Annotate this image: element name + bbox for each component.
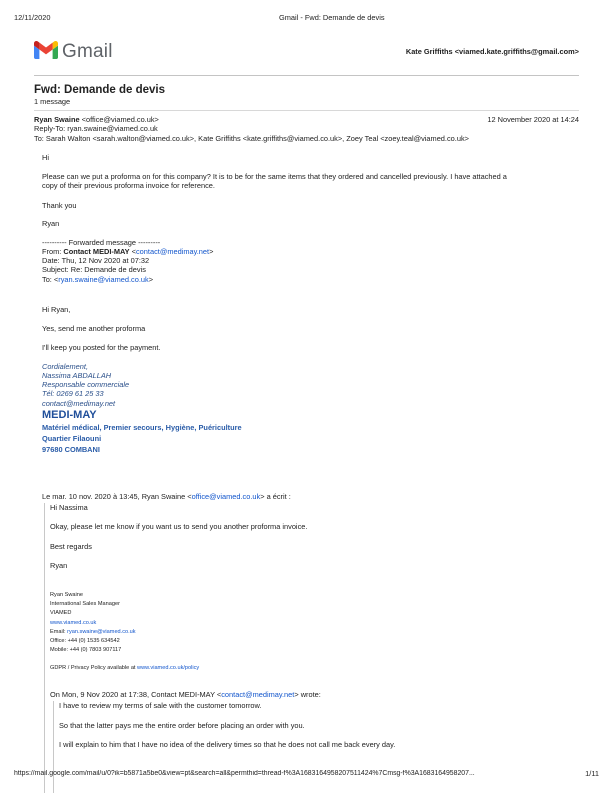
quote1-attribution-post: > a écrit : <box>260 492 291 501</box>
viamed-gdpr <box>50 665 199 672</box>
forward-subject: Subject: Re: Demande de devis <box>42 265 146 274</box>
medimay-greeting: Hi Ryan, <box>42 305 71 314</box>
quote1-line-1: Okay, please let me know if you want us to send you another proforma invoice. <box>50 522 308 531</box>
sig-company: MEDI-MAY <box>42 409 97 421</box>
print-footer-url: https://mail.google.com/mail/u/0?ik=b5871a5be0&view=pt&search=all&permthid=thread-f%3A1683164958207511424%7Cmsg-f%3A1683164958207... <box>14 770 475 777</box>
sig-email-link[interactable]: contact@medimay.net <box>42 399 116 408</box>
quote1-attribution <box>42 493 291 502</box>
sig-company-line-3: 97680 COMBANI <box>42 445 100 454</box>
quote1-email-link[interactable]: office@viamed.co.uk <box>191 492 261 501</box>
viamed-sig-title: International Sales Manager <box>50 601 120 607</box>
sig-company-line-2: Quartier Filaouni <box>42 434 102 443</box>
forward-from-name: Contact MEDI-MAY <box>63 247 130 256</box>
message-timestamp: 12 November 2020 at 14:24 <box>487 115 579 124</box>
forward-from-label: From: <box>42 247 64 256</box>
body-signoff: Ryan <box>42 219 60 228</box>
sender-email-close: > <box>154 115 159 124</box>
forward-to-close: > <box>148 275 154 284</box>
forward-from-open: < <box>129 247 136 256</box>
forward-from-close: > <box>209 247 214 256</box>
quote1-bar <box>44 503 45 793</box>
sender-email-open: < <box>79 115 86 124</box>
gmail-brand: Gmail <box>62 41 113 62</box>
subject-divider <box>34 110 579 111</box>
quote2-attribution <box>50 691 321 700</box>
quote2-attribution-pre: On Mon, 9 Nov 2020 at 17:38, Contact MEDI-MAY < <box>50 690 222 699</box>
quote1-signoff: Ryan <box>50 561 68 570</box>
sig-company-line-1: Matériel médical, Premier secours, Hygiène, Puériculture <box>42 423 242 432</box>
forward-date: Date: Thu, 12 Nov 2020 at 07:32 <box>42 256 150 265</box>
viamed-gdpr-link[interactable]: www.viamed.co.uk/policy <box>137 665 200 671</box>
print-date: 12/11/2020 <box>14 13 51 22</box>
quote2-bar <box>53 701 54 793</box>
viamed-email-link[interactable]: ryan.swaine@viamed.co.uk <box>67 629 136 635</box>
viamed-sig-name: Ryan Swaine <box>50 592 83 598</box>
message-count: 1 message <box>34 97 71 106</box>
viamed-sig-email <box>50 629 136 636</box>
reply-to: Reply-To: ryan.swaine@viamed.co.uk <box>34 124 158 133</box>
quote2-line-3: I will explain to him that I have no idea of the delivery times so that he does not call me back every day. <box>59 740 396 749</box>
medimay-line-1: Yes, send me another proforma <box>42 324 146 333</box>
quote1-attribution-pre: Le mar. 10 nov. 2020 à 13:45, Ryan Swaine < <box>42 492 192 501</box>
body-paragraph-2: copy of their previous proforma invoice for reference. <box>42 181 215 190</box>
sender-name: Ryan Swaine <box>34 115 80 124</box>
quote2-email-link[interactable]: contact@medimay.net <box>221 690 295 699</box>
header-divider <box>34 75 579 76</box>
forward-separator: ---------- Forwarded message --------- <box>42 238 161 247</box>
viamed-gdpr-label: GDPR / Privacy Policy available at <box>50 665 138 671</box>
sig-role: Responsable commerciale <box>42 380 130 389</box>
print-page-number: 1/11 <box>585 769 599 778</box>
thread-subject: Fwd: Demande de devis <box>34 84 166 96</box>
quote1-greeting: Hi Nassima <box>50 503 88 512</box>
viamed-sig-company: VIAMED <box>50 610 72 616</box>
sender-email[interactable]: office@viamed.co.uk <box>85 115 155 124</box>
medimay-line-2: I'll keep you posted for the payment. <box>42 343 161 352</box>
forward-to <box>42 276 153 285</box>
sig-tel: Tél: 0269 61 25 33 <box>42 389 104 398</box>
forward-to-label: To: < <box>42 275 59 284</box>
gmail-logo <box>34 41 58 62</box>
quote1-regards: Best regards <box>50 542 92 551</box>
quote2-line-2: So that the latter pays me the entire order before placing an order with you. <box>59 721 305 730</box>
body-greeting: Hi <box>42 153 49 162</box>
recipients: To: Sarah Walton <sarah.walton@viamed.co.uk>, Kate Griffiths <kate.griffiths@viamed.co.uk>, Zoey Teal <zoey.teal@viamed.co.uk> <box>34 134 469 143</box>
viamed-sig-office: Office: +44 (0) 1535 634542 <box>50 638 120 644</box>
sig-cordialement: Cordialement, <box>42 362 89 371</box>
quote2-line-1: I have to review my terms of sale with the customer tomorrow. <box>59 701 262 710</box>
quote2-attribution-post: > wrote: <box>294 690 321 699</box>
print-title: Gmail - Fwd: Demande de devis <box>279 13 385 22</box>
viamed-website-link[interactable]: www.viamed.co.uk <box>50 620 97 626</box>
forward-from-email-link[interactable]: contact@medimay.net <box>135 247 210 256</box>
account-email: Kate Griffiths <viamed.kate.griffiths@gmail.com> <box>405 47 579 56</box>
viamed-sig-mobile: Mobile: +44 (0) 7803 907117 <box>50 647 122 653</box>
sig-name: Nassima ABDALLAH <box>42 371 112 380</box>
gmail-m-icon <box>34 41 58 59</box>
body-thanks: Thank you <box>42 201 77 210</box>
viamed-email-label: Email: <box>50 629 68 635</box>
body-paragraph-1: Please can we put a proforma on for this company? It is to be for the same items that they ordered and cancelled previously. I have attached a <box>42 172 507 181</box>
forward-to-email-link[interactable]: ryan.swaine@viamed.co.uk <box>58 275 149 284</box>
